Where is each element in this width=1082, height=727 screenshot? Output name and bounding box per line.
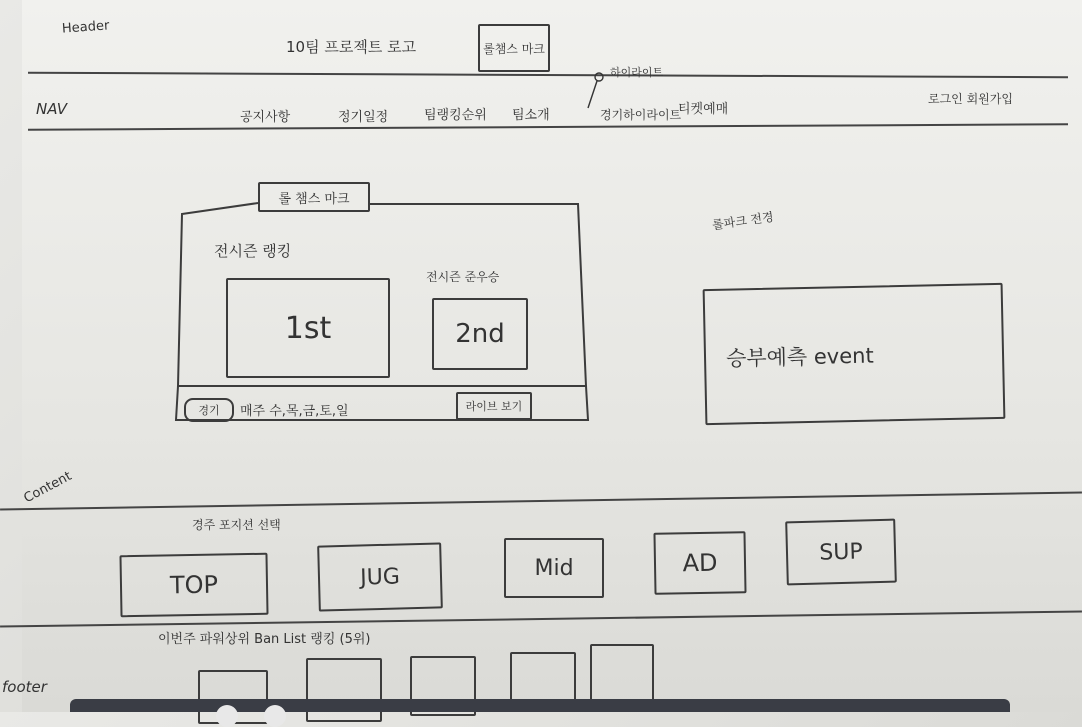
position-sup-button[interactable] — [785, 519, 897, 586]
header-logo-box[interactable] — [478, 24, 550, 72]
nav-item-notice[interactable]: 공지사항 — [240, 110, 291, 125]
event-banner[interactable] — [703, 283, 1006, 425]
position-mid-label: Mid — [534, 555, 574, 581]
rank-first-box — [226, 278, 390, 378]
live-view-button[interactable] — [456, 392, 532, 420]
last-season-ranking-heading: 전시즌 랭킹 — [214, 242, 292, 260]
nav-item-tickets[interactable]: 티켓예매 — [678, 102, 729, 117]
live-view-button-label: 라이브 보기 — [465, 400, 523, 413]
nav-item-highlights[interactable]: 경기하이라이트 — [600, 108, 682, 122]
login-signup-link[interactable]: 로그인 회원가입 — [928, 92, 1013, 106]
footer-label: footer — [2, 678, 47, 696]
viewer-control-right[interactable] — [264, 705, 286, 727]
runner-up-heading: 전시즌 준우승 — [426, 270, 500, 284]
position-sup-label: SUP — [819, 538, 863, 566]
position-jug-button[interactable] — [317, 542, 443, 611]
ban-list-slot-5[interactable] — [590, 644, 654, 702]
nav-item-schedule[interactable]: 정기일정 — [338, 110, 389, 125]
viewer-toolbar[interactable] — [70, 699, 1010, 712]
lol-park-caption: 롤파크 전경 — [711, 209, 775, 233]
position-top-label: TOP — [169, 570, 219, 600]
schedule-text: 매주 수,목,금,토,일 — [240, 404, 349, 419]
header-label: Header — [61, 18, 110, 37]
viewer-control-left[interactable] — [216, 705, 238, 727]
nav-item-team-ranking[interactable]: 팀랭킹순위 — [424, 108, 487, 123]
rank-first-label: 1st — [284, 310, 332, 346]
ban-list-slot-2[interactable] — [306, 658, 382, 722]
project-logo-text: 10팀 프로젝트 로고 — [286, 38, 417, 56]
position-mid-button[interactable] — [504, 538, 604, 598]
event-banner-label: 승부예측 event — [725, 343, 874, 371]
rank-second-label: 2nd — [455, 319, 505, 349]
header-logo-box-label: 롤챔스 마크 — [483, 41, 545, 56]
annotation-arrow — [584, 70, 606, 112]
position-jug-label: JUG — [359, 563, 401, 591]
schedule-tag — [184, 398, 234, 422]
position-select-caption: 경주 포지션 선택 — [192, 518, 281, 532]
nav-label: NAV — [36, 100, 67, 118]
content-label: Content — [21, 468, 75, 507]
card-title-label: 롤 챔스 마크 — [278, 191, 350, 207]
position-top-button[interactable] — [119, 553, 268, 618]
schedule-tag-label: 경기 — [198, 404, 220, 417]
position-ad-label: AD — [682, 548, 718, 578]
nav-annotation: 하이라이트 — [610, 66, 664, 79]
pen-tip — [0, 0, 22, 7]
position-ad-button[interactable] — [653, 531, 746, 595]
nav-item-team-intro[interactable]: 팀소개 — [512, 108, 550, 123]
footer-caption: 이번주 파워상위 Ban List 랭킹 (5위) — [158, 632, 371, 647]
rank-second-box — [432, 298, 528, 370]
